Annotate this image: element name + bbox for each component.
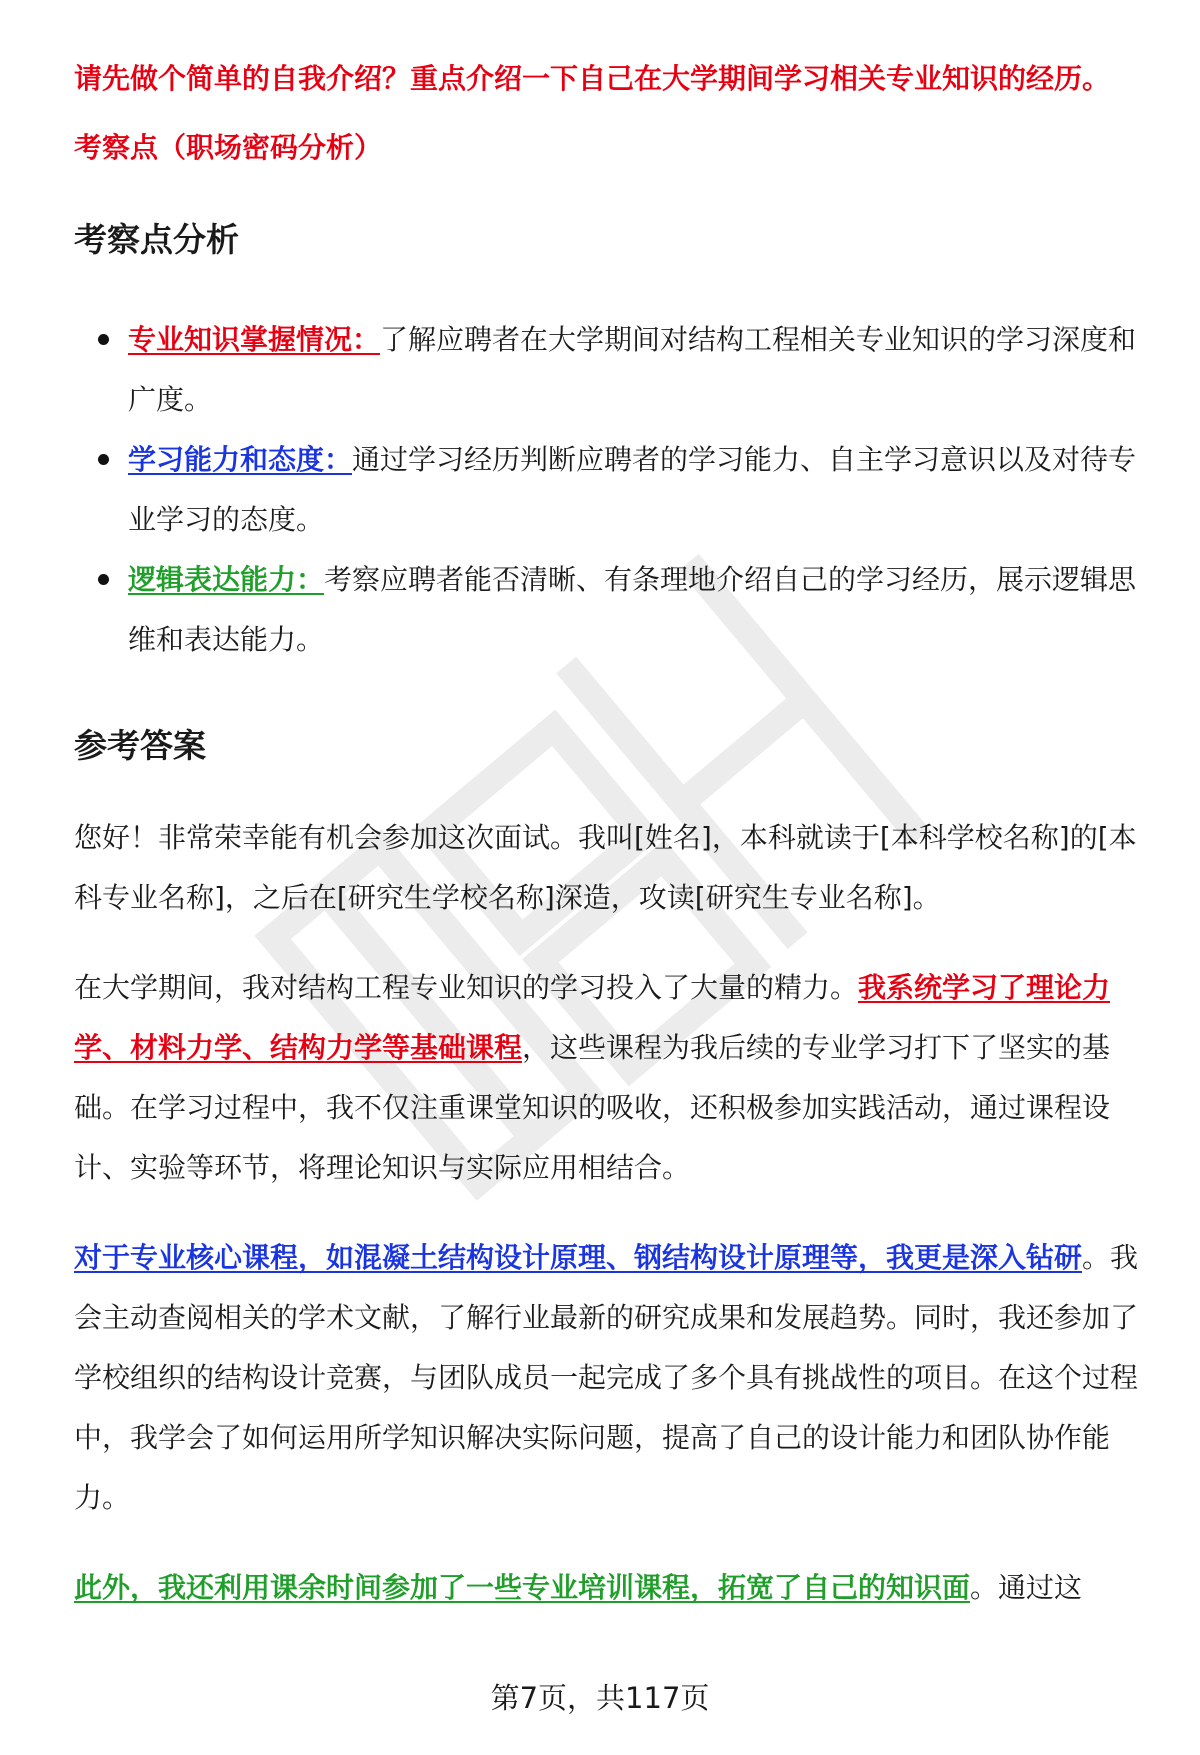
bullet-icon [98, 574, 109, 585]
bullet-icon [98, 334, 109, 345]
answer-paragraph-2 [74, 958, 1154, 1198]
analysis-list [74, 310, 1154, 670]
question-text: 请先做个简单的自我介绍？重点介绍一下自己在大学期间学习相关专业知识的经历。 [74, 62, 1111, 95]
paragraph-text: ，这些课程为我后续的专业学习打下了坚实的基础。在学习过程中，我不仅注重课堂知识的吸收，还积极参加实践活动，通过课程设计、实验等环节，将理论知识与实际应用相结合。 [74, 1031, 1111, 1184]
answer-paragraph-4 [74, 1558, 1154, 1618]
answer-paragraph-3 [74, 1228, 1154, 1528]
analysis-item-title: 逻辑表达能力： [128, 563, 325, 596]
analysis-item-text: 考察应聘者能否清晰、有条理地介绍自己的学习经历，展示逻辑思维和表达能力。 [128, 563, 1137, 656]
exam-point-label: 考察点（职场密码分析） [74, 131, 383, 164]
highlight-text: 对于专业核心课程，如混凝土结构设计原理、钢结构设计原理等，我更是深入钻研 [74, 1241, 1083, 1274]
page-number: 第7页，共117页 [490, 1681, 710, 1715]
analysis-item-text: 了解应聘者在大学期间对结构工程相关专业知识的学习深度和广度。 [128, 323, 1137, 416]
paragraph-text: 在大学期间，我对结构工程专业知识的学习投入了大量的精力。 [74, 971, 859, 1004]
bullet-icon [98, 454, 109, 465]
analysis-item-text: 通过学习经历判断应聘者的学习能力、自主学习意识以及对待专业学习的态度。 [128, 443, 1137, 536]
analysis-item-title: 学习能力和态度： [128, 443, 353, 476]
analysis-heading: 考察点分析 [74, 220, 239, 259]
analysis-item [74, 310, 1154, 430]
highlight-text: 此外，我还利用课余时间参加了一些专业培训课程，拓宽了自己的知识面 [74, 1571, 971, 1604]
answer-heading: 参考答案 [74, 726, 206, 765]
analysis-item [74, 550, 1154, 670]
analysis-item-title: 专业知识掌握情况： [128, 323, 381, 356]
document-page [74, 58, 1154, 1618]
paragraph-text: 。通过这 [970, 1571, 1083, 1604]
paragraph-text: 。我会主动查阅相关的学术文献，了解行业最新的研究成果和发展趋势。同时，我还参加了学校组织的结构设计竞赛，与团队成员一起完成了多个具有挑战性的项目。在这个过程中，我学会了如何运用所学知识解决实际问题，提高了自己的设计能力和团队协作能力。 [74, 1241, 1139, 1514]
highlight-text: 我系统学习了理论力学、材料力学、结构力学等基础课程 [74, 971, 1111, 1064]
answer-paragraph-1: 您好！非常荣幸能有机会参加这次面试。我叫[姓名]，本科就读于[本科学校名称]的[本科专业名称]，之后在[研究生学校名称]深造，攻读[研究生专业名称]。 [74, 821, 1137, 914]
analysis-item [74, 430, 1154, 550]
